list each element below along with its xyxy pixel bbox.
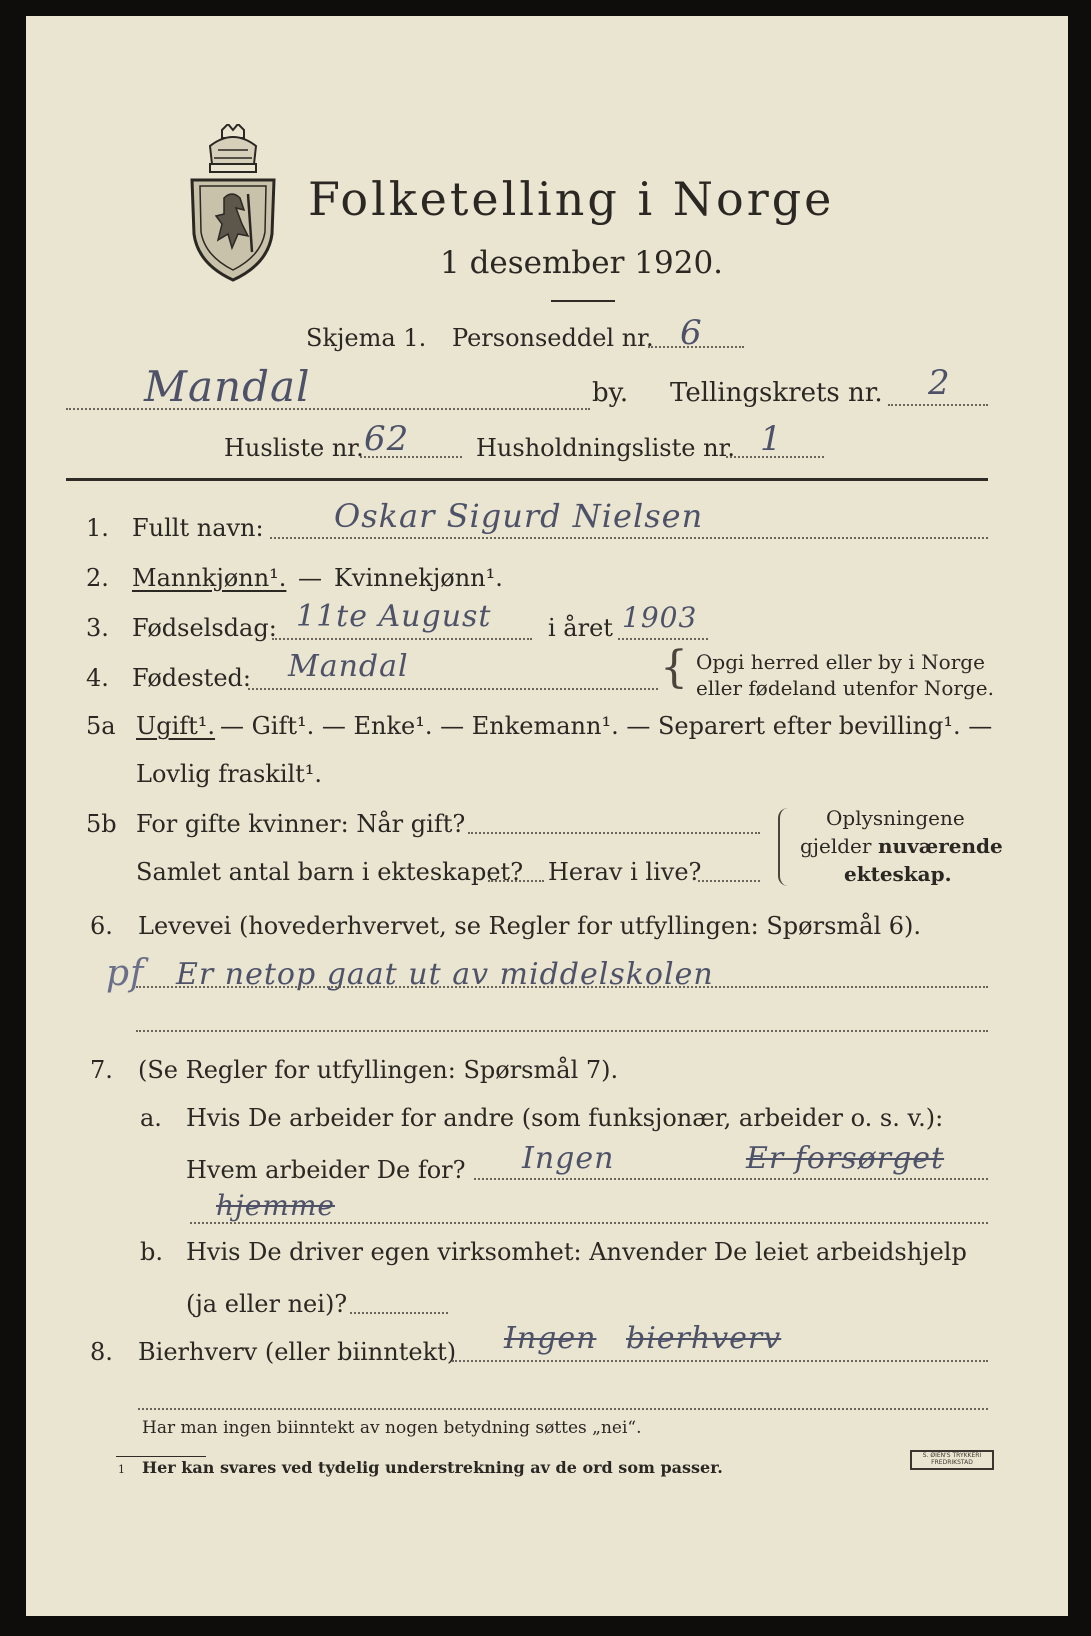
q6-label: Levevei (hovederhvervet, se Regler for utfyllingen: Spørsmål 6). [138, 912, 922, 940]
husholdning-label: Husholdningsliste nr. [476, 434, 735, 462]
q7a-text: Hvis De arbeider for andre (som funksjonær, arbeider o. s. v.): [186, 1104, 944, 1132]
q5a-other-options: — Gift¹. — Enke¹. — Enkemann¹. — Separert efter bevilling¹. — [220, 712, 993, 740]
skjema-label: Skjema 1. [306, 324, 427, 352]
q7-number: 7. [90, 1056, 113, 1084]
q1-number: 1. [86, 514, 109, 542]
q6-occupation-value: Er netop gaat ut av middelskolen [176, 957, 714, 992]
q8-label: Bierhverv (eller biinntekt) [138, 1338, 457, 1366]
q5a-unmarried-option: Ugift¹. [136, 712, 216, 740]
footnote-number: 1 [118, 1463, 125, 1476]
printer-stamp [910, 1450, 994, 1470]
q5b-note-line2: gjelder [800, 834, 872, 858]
footer-note: Har man ingen biinntekt av nogen betydning søttes „nei“. [142, 1418, 642, 1438]
q2-male-option: Mannkjønn¹. [132, 564, 287, 592]
by-value: Mandal [144, 362, 311, 411]
q6-number: 6. [90, 912, 113, 940]
q7b-question: (ja eller nei)? [186, 1290, 348, 1318]
q3-day-dotted-line [272, 638, 532, 640]
q8-dotted-line-2 [138, 1408, 988, 1410]
q4-brace: { [660, 642, 688, 693]
q5b-note-line1: Oplysningene [826, 806, 965, 830]
header-divider [66, 478, 988, 481]
q7a-home-value: hjemme [216, 1189, 335, 1222]
q2-number: 2. [86, 564, 109, 592]
q4-note-line1: Opgi herred eller by i Norge [696, 650, 985, 674]
q3-year-label: i året [548, 614, 613, 642]
q7a-letter: a. [140, 1104, 162, 1132]
q5b-married-dotted-line [468, 832, 760, 834]
husholdning-value: 1 [760, 419, 783, 459]
by-dotted-line [66, 408, 590, 410]
title-divider [551, 300, 615, 302]
q1-dotted-line [270, 537, 988, 539]
q7a-supported-value: Er forsørget [746, 1141, 945, 1176]
q8-side-income-crossed: bierhverv [626, 1321, 782, 1356]
q4-note-line2: eller fødeland utenfor Norge. [696, 676, 994, 700]
q5a-number: 5a [86, 712, 116, 740]
q7-label: (Se Regler for utfyllingen: Spørsmål 7). [138, 1056, 619, 1084]
q5b-alive-dotted-line [698, 880, 760, 882]
q2-separator: — [298, 564, 322, 592]
q5b-note-current: nuværende [878, 834, 1003, 858]
q2-female-option: Kvinnekjønn¹. [334, 564, 503, 592]
husliste-label: Husliste nr. [224, 434, 364, 462]
q5b-married-label: For gifte kvinner: Når gift? [136, 810, 466, 838]
printer-stamp-line2: FREDRIKSTAD [931, 1459, 973, 1466]
husliste-value: 62 [364, 419, 410, 459]
q5b-children-dotted-line [488, 880, 544, 882]
q5b-bracket [778, 808, 790, 886]
q5b-children-label: Samlet antal barn i ekteskapet? [136, 858, 524, 886]
census-form-sheet [26, 16, 1068, 1616]
form-title: Folketelling i Norge [308, 172, 835, 226]
personseddel-value: 6 [680, 313, 703, 353]
q3-birth-day-value: 11te August [296, 599, 492, 634]
q8-side-income-value: Ingen [504, 1321, 597, 1356]
q3-year-dotted-line [618, 638, 708, 640]
printer-stamp-line1: S. ØIEN'S TRYKKERI [922, 1452, 982, 1459]
q1-label: Fullt navn: [132, 514, 264, 542]
q7b-text: Hvis De driver egen virksomhet: Anvender De leiet arbeidshjelp [186, 1238, 967, 1266]
q8-dotted-line-1 [452, 1360, 988, 1362]
q6-dotted-line-1 [136, 986, 988, 988]
q3-label: Fødselsdag: [132, 614, 277, 642]
personseddel-label: Personseddel nr. [452, 324, 654, 352]
q8-number: 8. [90, 1338, 113, 1366]
q7a-dotted-line-2 [190, 1222, 988, 1224]
tellingskrets-value: 2 [928, 363, 951, 403]
q3-birth-year-value: 1903 [622, 601, 698, 634]
q5b-alive-label: Herav i live? [548, 858, 702, 886]
footnote-text: Her kan svares ved tydelig understrekning av de ord som passer. [142, 1458, 723, 1477]
q4-label: Fødested: [132, 664, 251, 692]
q6-pf-mark: pf [106, 953, 145, 994]
q4-birthplace-value: Mandal [288, 649, 409, 684]
coat-of-arms-icon [188, 124, 278, 284]
q5b-number: 5b [86, 810, 117, 838]
q7b-letter: b. [140, 1238, 163, 1266]
q7a-dotted-line-1 [474, 1178, 988, 1180]
q5b-note-line3: ekteskap. [844, 862, 952, 886]
q1-full-name-value: Oskar Sigurd Nielsen [334, 497, 704, 535]
by-label: by. [592, 378, 629, 408]
tellingskrets-label: Tellingskrets nr. [670, 378, 883, 408]
q7a-employer-value: Ingen [522, 1141, 615, 1176]
q4-number: 4. [86, 664, 109, 692]
q6-dotted-line-2 [136, 1030, 988, 1032]
q5a-divorced-option: Lovlig fraskilt¹. [136, 760, 323, 788]
tellingskrets-dotted-line [888, 404, 988, 406]
q7b-dotted-line [350, 1312, 448, 1314]
q3-number: 3. [86, 614, 109, 642]
q4-dotted-line [248, 688, 658, 690]
q7a-question: Hvem arbeider De for? [186, 1156, 466, 1184]
footnote-divider [116, 1456, 206, 1457]
census-date: 1 desember 1920. [440, 245, 724, 281]
